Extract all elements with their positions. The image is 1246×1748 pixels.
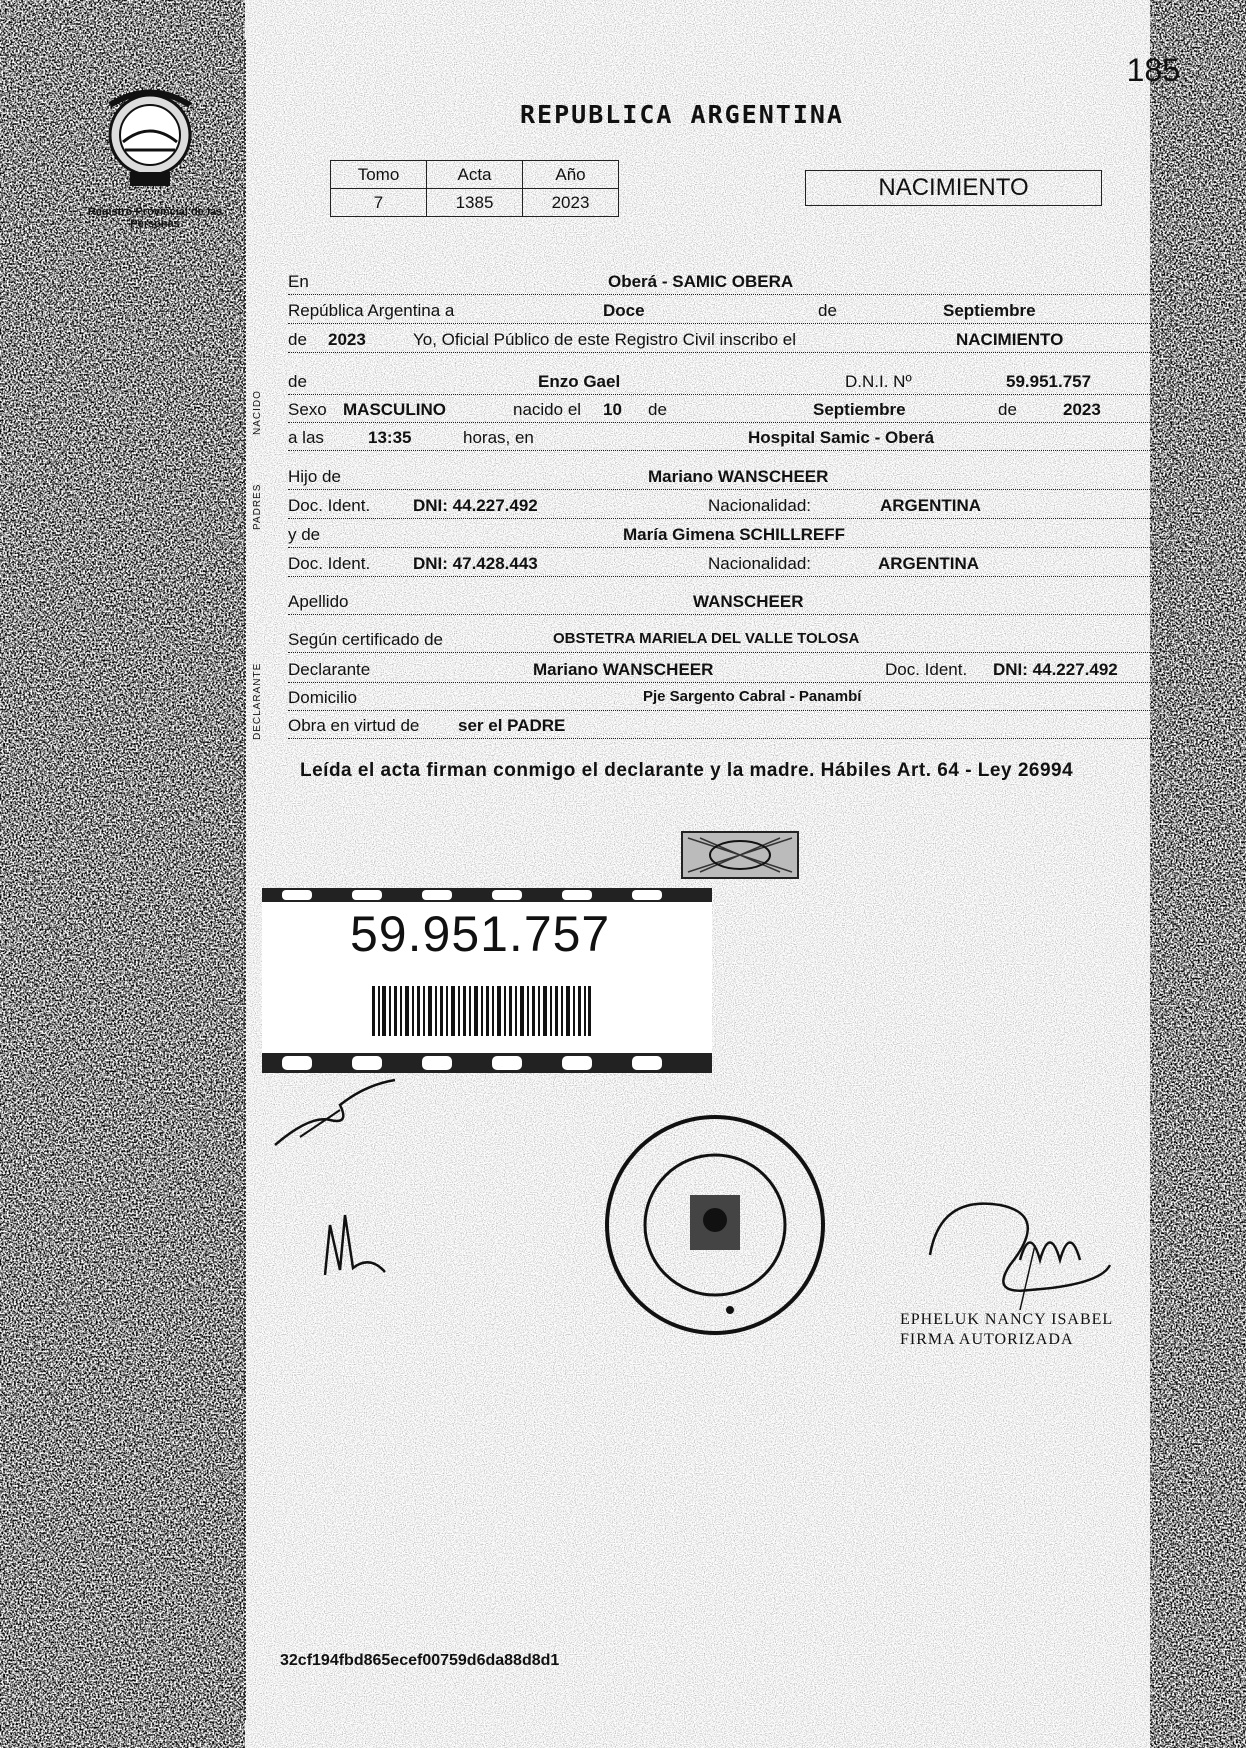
section-label-padres: PADRES [252,483,263,530]
year-value: 2023 [328,330,366,349]
father-nat-label: Nacionalidad: [708,496,812,515]
declarant-row-capacity [288,716,1158,739]
hologram-icon [680,830,800,880]
left-margin-rule [244,40,246,1720]
de4-label: de [648,400,667,419]
act-row-child [288,372,1158,395]
domicilio-label: Domicilio [288,688,357,707]
mother-doc-label: Doc. Ident. [288,554,371,573]
child-dni: 59.951.757 [1006,372,1092,391]
officer-text: Yo, Oficial Público de este Registro Civil inscribo el [413,330,796,349]
father-name: Mariano WANSCHEER [648,467,829,486]
declarant-row-certificate [288,630,1158,653]
obra-label: Obra en virtud de [288,716,420,735]
declarant-row-name [288,660,1158,683]
birth-place: Hospital Samic - Oberá [748,428,935,447]
registered-event: NACIMIENTO [956,330,1064,349]
act-row-date [288,301,1158,324]
father-doc-label: Doc. Ident. [288,496,371,515]
dni-label: D.N.I. Nº [845,372,912,391]
horas-label: horas, en [463,428,534,447]
closing-statement: Leída el acta firman conmigo el declarante y la madre. Hábiles Art. 64 - Ley 26994 [300,760,1074,781]
yde-label: y de [288,525,321,544]
ano-value: 2023 [523,189,619,217]
mother-signature [315,1200,395,1280]
parents-row-father-doc [288,496,1158,519]
parents-row-father [288,467,1158,490]
child-name: Enzo Gael [538,372,621,391]
cert-label: Según certificado de [288,630,443,649]
officer-title: FIRMA AUTORIZADA [900,1331,1074,1348]
tomo-value: 7 [331,189,427,217]
birth-day: 10 [603,400,622,419]
right-margin-rule [1170,250,1171,760]
day-value: Doce [603,301,645,320]
officer-signature [900,1185,1130,1315]
section-label-nacido: NACIDO [252,390,263,435]
section-label-declarante: DECLARANTE [252,662,263,740]
hijo-label: Hijo de [288,467,341,486]
officer-name: EPHELUK NANCY ISABEL [900,1311,1114,1328]
birth-month: Septiembre [813,400,906,419]
birth-year: 2023 [1063,400,1101,419]
republica-label: República Argentina a [288,301,455,320]
declarant-label: Declarante [288,660,371,679]
mother-doc: DNI: 47.428.443 [413,554,538,573]
mother-name: María Gimena SCHILLREFF [623,525,845,544]
month-value: Septiembre [943,301,1036,320]
misiones-coat-of-arms-logo [95,80,205,190]
act-type-box: NACIMIENTO [805,170,1102,206]
father-doc: DNI: 44.227.492 [413,496,538,515]
nacido-label: nacido el [513,400,582,419]
acta-header: Acta [427,161,523,189]
document-hash: 32cf194fbd865ecef00759d6da88d8d1 [280,1652,560,1669]
acta-value: 1385 [427,189,523,217]
declarant-name: Mariano WANSCHEER [533,660,714,679]
tomo-header: Tomo [331,161,427,189]
address-value: Pje Sargento Cabral - Panambí [643,688,862,705]
parents-row-mother [288,525,1158,548]
declarant-doc: DNI: 44.227.492 [993,660,1118,679]
mother-nationality: ARGENTINA [878,554,980,573]
page-number: 185 [1126,52,1180,88]
mother-nat-label: Nacionalidad: [708,554,812,573]
reference-table [330,160,619,217]
officer-stamp-text [900,1310,1113,1350]
place-value: Oberá - SAMIC OBERA [608,272,794,291]
barcode-number: 59.951.757 [350,906,611,962]
country-title: REPUBLICA ARGENTINA [520,100,844,129]
act-row-sex [288,400,1158,423]
surname-row [288,592,1158,615]
en-label: En [288,272,309,291]
declarant-row-address [288,688,1158,711]
declarant-signature [270,1075,400,1150]
de2-label: de [288,330,307,349]
de3-label: de [288,372,307,391]
parents-row-mother-doc [288,554,1158,577]
declarant-doc-label: Doc. Ident. [885,660,968,679]
alas-label: a las [288,428,324,447]
de5-label: de [998,400,1017,419]
barcode-icon [372,986,592,1036]
father-nationality: ARGENTINA [880,496,982,515]
de-label: de [818,301,837,320]
birth-time: 13:35 [368,428,412,447]
ano-header: Año [523,161,619,189]
official-stamp [600,1110,830,1340]
registry-name: Registro Provincial de las Personas [87,206,223,230]
surname-label: Apellido [288,592,349,611]
act-row-place [288,272,1158,295]
certificate-value: OBSTETRA MARIELA DEL VALLE TOLOSA [553,630,860,647]
surname-value: WANSCHEER [693,592,804,611]
sexo-label: Sexo [288,400,327,419]
act-row-officer [288,330,1158,353]
sex-value: MASCULINO [343,400,446,419]
act-row-time [288,428,1158,451]
capacity-value: ser el PADRE [458,716,566,735]
